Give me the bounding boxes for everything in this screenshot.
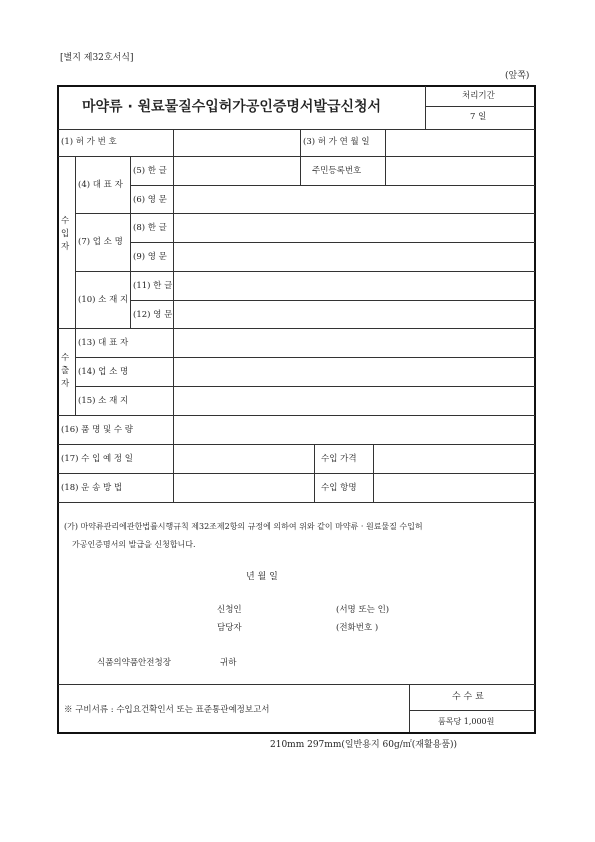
fee-value: 품목당 1,000원 xyxy=(438,717,495,726)
side-label: (앞쪽) xyxy=(505,71,530,81)
processing-divider xyxy=(425,106,535,107)
hline xyxy=(58,502,535,503)
company-label: (7) 업 소 명 xyxy=(78,237,123,247)
application-date: 년 월 일 xyxy=(246,572,278,582)
hline xyxy=(75,271,535,272)
exporter-address-label: (15) 소 재 지 xyxy=(78,396,129,406)
import-port-field[interactable] xyxy=(375,475,533,501)
hline xyxy=(75,386,535,387)
applicant-signature[interactable]: (서명 또는 인) xyxy=(336,605,390,615)
hline xyxy=(58,415,535,416)
import-date-field[interactable] xyxy=(175,446,313,472)
outer-bottom xyxy=(57,732,536,734)
hline xyxy=(130,300,535,301)
outer-right xyxy=(534,85,536,734)
import-price-label: 수입 가격 xyxy=(321,454,357,464)
paper-spec: 210mm 297mm(일반용지 60g/㎡(재활용품)) xyxy=(270,740,458,750)
resident-number-field[interactable] xyxy=(387,158,533,184)
product-label: (16) 품 명 및 수 량 xyxy=(61,425,134,435)
outer-left xyxy=(57,85,59,734)
exporter-group-label: 수 출 자 xyxy=(61,353,70,389)
representative-english-field[interactable] xyxy=(175,187,533,212)
processing-value: 7 일 xyxy=(470,112,487,122)
hline xyxy=(130,185,535,186)
vline xyxy=(314,444,315,502)
vline xyxy=(173,415,174,444)
vline xyxy=(173,444,174,502)
hline xyxy=(58,473,535,474)
address-label: (10) 소 재 지 xyxy=(78,295,129,305)
company-english-label: (9) 영 문 xyxy=(133,252,167,262)
title-divider xyxy=(425,86,426,129)
permit-number-label: (1) 허 가 번 호 xyxy=(61,137,117,147)
company-english-field[interactable] xyxy=(175,244,533,270)
hline xyxy=(409,710,535,711)
vline xyxy=(173,129,174,156)
representative-label: (4) 대 표 자 xyxy=(78,180,123,190)
product-field[interactable] xyxy=(175,417,533,443)
form-number: [별지 제32호서식] xyxy=(60,53,134,63)
outer-top xyxy=(57,85,536,87)
exporter-company-label: (14) 업 소 명 xyxy=(78,367,129,377)
exporter-address-field[interactable] xyxy=(175,388,533,414)
vline xyxy=(75,156,76,328)
vline xyxy=(385,129,386,185)
permit-number-field[interactable] xyxy=(175,131,299,155)
vline xyxy=(75,328,76,415)
fee-label: 수 수 료 xyxy=(452,692,484,702)
form-title: 마약류 · 원료물질수입허가공인증명서발급신청서 xyxy=(82,99,382,115)
transport-label: (18) 운 송 방 법 xyxy=(61,483,123,493)
manager-label: 담당자 xyxy=(217,623,242,633)
hline xyxy=(58,444,535,445)
company-korean-field[interactable] xyxy=(175,215,533,241)
transport-field[interactable] xyxy=(175,475,313,501)
permit-date-field[interactable] xyxy=(387,131,533,155)
recipient-honorific: 귀하 xyxy=(220,658,237,668)
statement-line-2: 가공인증명서의 발급을 신청합니다. xyxy=(72,540,196,549)
representative-korean-label: (5) 한 글 xyxy=(133,166,167,176)
vline xyxy=(409,684,410,732)
manager-phone[interactable]: (전화번호 ) xyxy=(336,623,379,633)
hline xyxy=(75,213,535,214)
hline xyxy=(75,357,535,358)
exporter-representative-label: (13) 대 표 자 xyxy=(78,338,129,348)
address-english-field[interactable] xyxy=(175,302,533,327)
hline xyxy=(130,242,535,243)
exporter-representative-field[interactable] xyxy=(175,330,533,356)
permit-date-label: (3) 허 가 연 월 일 xyxy=(303,137,370,147)
recipient-label: 식품의약품안전청장 xyxy=(97,658,171,668)
company-korean-label: (8) 한 글 xyxy=(133,223,167,233)
import-price-field[interactable] xyxy=(375,446,533,472)
import-date-label: (17) 수 입 예 정 일 xyxy=(61,454,134,464)
vline xyxy=(300,129,301,185)
processing-label: 처리기간 xyxy=(462,91,495,101)
hline xyxy=(58,684,535,685)
vline xyxy=(173,328,174,415)
hline xyxy=(58,129,535,130)
import-port-label: 수입 항명 xyxy=(321,483,357,493)
resident-number-label: 주민등록번호 xyxy=(312,166,362,176)
required-documents: ※ 구비서류 : 수입요건확인서 또는 표준통관예정보고서 xyxy=(64,705,270,715)
address-korean-field[interactable] xyxy=(175,273,533,299)
representative-english-label: (6) 영 문 xyxy=(133,195,167,205)
vline xyxy=(373,444,374,502)
hline xyxy=(58,328,535,329)
address-english-label: (12) 영 문 xyxy=(133,310,173,320)
applicant-label: 신청인 xyxy=(217,605,242,615)
statement-line-1: (가) 마약류관리에관한법률시행규칙 제32조제2항의 규정에 의하여 위와 같이 마약류 · 원료물질 수입허 xyxy=(64,522,423,531)
exporter-company-field[interactable] xyxy=(175,359,533,385)
importer-group-label: 수 입 자 xyxy=(61,216,70,252)
vline xyxy=(130,156,131,328)
address-korean-label: (11) 한 글 xyxy=(133,281,173,291)
vline xyxy=(173,156,174,328)
representative-korean-field[interactable] xyxy=(175,158,299,184)
